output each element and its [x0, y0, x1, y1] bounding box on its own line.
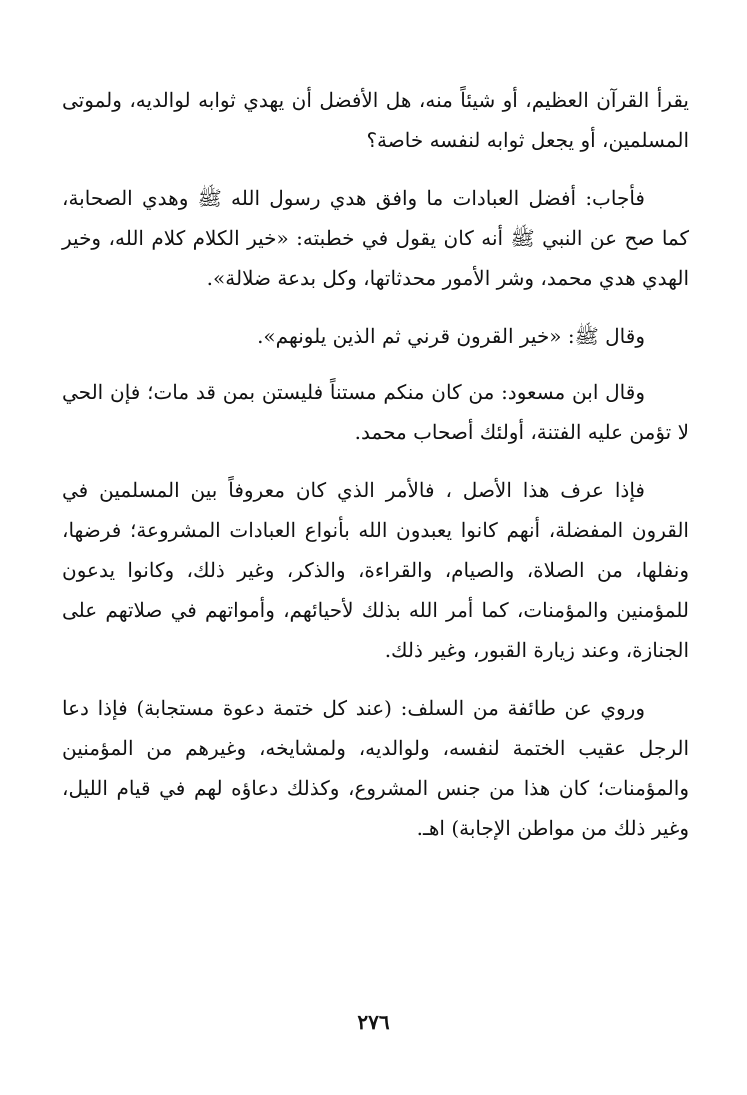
- page-number: ٢٧٦: [357, 1010, 390, 1034]
- paragraph-hadith: وقال ﷺ: «خير القرون قرني ثم الذين يلونهم».: [257, 324, 645, 348]
- paragraph-answer: فأجاب: أفضل العبادات ما وافق هدي رسول الله ﷺ وهدي الصحابة، كما صح عن النبي ﷺ أنه كان يقول في خطبته: «خير الكلام كلام الله، وخير الهدي هدي محمد، وشر الأمور محدثاتها، وكل بدعة ضلالة».: [62, 186, 689, 290]
- paragraph-ibn-masud: وقال ابن مسعود: من كان منكم مستناً فليستن بمن قد مات؛ فإن الحي لا تؤمن عليه الفتنة، أولئك أصحاب محمد.: [62, 380, 689, 444]
- paragraph-question: يقرأ القرآن العظيم، أو شيئاً منه، هل الأفضل أن يهدي ثوابه لوالديه، ولموتى المسلمين، أو يجعل ثوابه لنفسه خاصة؟: [62, 88, 689, 152]
- paragraph-principle: فإذا عرف هذا الأصل ، فالأمر الذي كان معروفاً بين المسلمين في القرون المفضلة، أنهم كانوا يعبدون الله بأنواع العبادات المشروعة؛ فرضها، ونفلها، من الصلاة، والصيام، والقراءة، والذكر، وغير ذلك، وكانوا يدعون للمؤمنين والمؤمنات، كما أمر الله بذلك لأحيائهم، وأمواتهم في صلاتهم على الجنازة، وعند زيارة القبور، وغير ذلك.: [62, 478, 689, 662]
- paragraph-salaf: وروي عن طائفة من السلف: (عند كل ختمة دعوة مستجابة) فإذا دعا الرجل عقيب الختمة لنفسه، ولوالديه، ولمشايخه، وغيرهم من المؤمنين والمؤمنات؛ كان هذا من جنس المشروع، وكذلك دعاؤه لهم في قيام الليل، وغير ذلك من مواطن الإجابة) اهـ.: [62, 696, 689, 840]
